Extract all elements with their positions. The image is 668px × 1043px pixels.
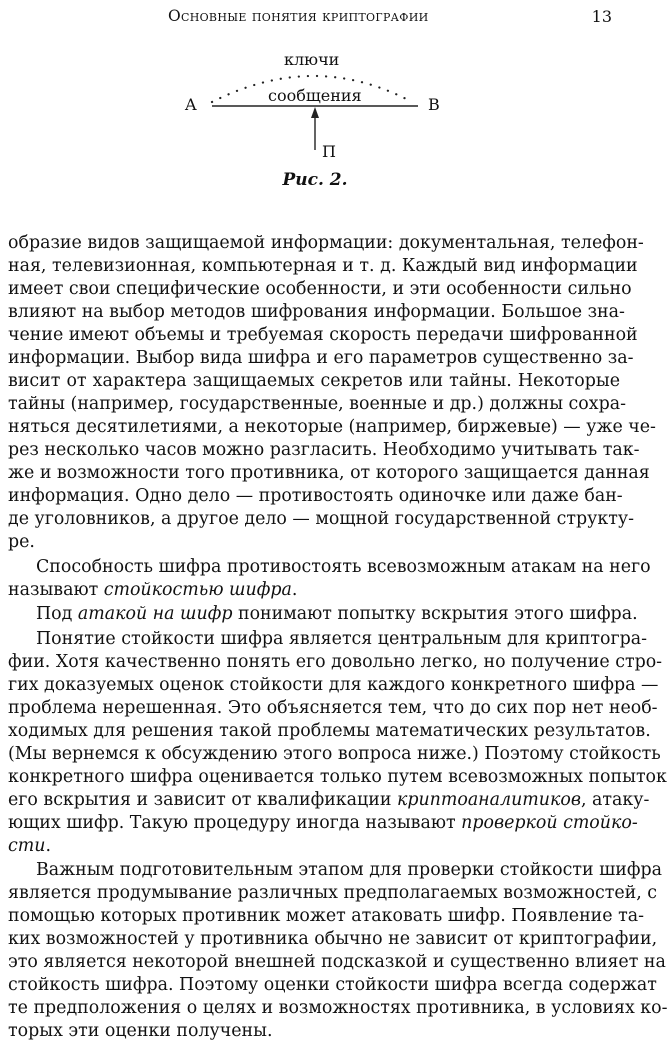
node-b-label: B [428, 95, 440, 114]
text-line: имеет свои специфические особенности, и эти особенности сильно [8, 279, 632, 299]
text-run: Под [36, 604, 78, 624]
text-line: конкретного шифра оценивается только путем всевозможных попыток [8, 766, 667, 787]
text-run: . [291, 579, 298, 600]
text-line: является продумывание различных предполагаемых возможностей, с [8, 883, 657, 903]
text-line: Важным подготовительным этапом для проверки стойкости шифра [36, 860, 662, 880]
term-strength-check-end: сти [8, 835, 46, 856]
text-line [8, 789, 650, 812]
text-line: няться десятилетиями, а некоторые (например, биржевые) — уже че- [8, 417, 656, 437]
paragraph-3 [8, 603, 638, 626]
text-run: . [45, 835, 51, 856]
term-cryptanalysts: криптоаналитиков [396, 789, 581, 810]
text-run: , атаку- [580, 789, 650, 810]
text-run: ющих шифр. Такую процедуру иногда называют [8, 812, 462, 833]
paragraph-5 [8, 859, 668, 1043]
text-line [8, 835, 620, 858]
body-text [8, 232, 668, 1043]
text-line: информации. Выбор вида шифра и его параметров существенно за- [8, 348, 634, 368]
running-header [0, 7, 630, 29]
text-line: гих доказуемых оценок стойкости для каждого конкретного шифра — [8, 674, 659, 695]
text-line: (Мы вернемся к обсуждению этого вопроса ниже.) Поэтому стойкость [8, 743, 661, 764]
text-line: это является некоторой внешней подсказкой и существенно влияет на [8, 952, 666, 972]
paragraph-4 [8, 628, 667, 858]
figure-2 [0, 30, 630, 200]
term-cipher-attack: атакой на шифр [77, 604, 233, 624]
text-run: его вскрытия и зависит от квалификации [8, 789, 397, 810]
figure-caption: Рис. 2. [282, 170, 348, 190]
text-line: фии. Хотя качественно понять его довольно легко, но получение стро- [8, 651, 663, 672]
adversary-label: П [322, 142, 336, 161]
text-line: же и возможности того противника, от которого защищается данная [8, 463, 650, 483]
text-line: чение имеют объемы и требуемая скорость передачи шифрованной [8, 325, 638, 345]
text-line: Понятие стойкости шифра является центральным для криптогра- [36, 628, 648, 649]
text-line: ная, телевизионная, компьютерная и т. д. Каждый вид информации [8, 256, 638, 276]
node-a-label: A [185, 95, 197, 114]
text-line [8, 812, 638, 835]
messages-label: сообщения [268, 86, 362, 105]
text-line [8, 603, 638, 626]
term-strength-check: проверкой стойко- [461, 812, 638, 833]
text-line: помощью которых противник может атаковать шифр. Появление та- [8, 906, 644, 926]
running-title: Основные понятия криптографии [168, 7, 429, 25]
text-line: образие видов защищаемой информации: документальная, телефон- [8, 233, 644, 253]
paragraph-2 [8, 556, 651, 602]
text-line: информация. Одно дело — противостоять одиночке или даже бан- [8, 486, 623, 506]
text-line: ре. [8, 532, 35, 552]
text-line: те предположения о целях и возможностях противника, в условиях ко- [8, 998, 668, 1018]
arrow-head [311, 107, 319, 118]
text-line: висит от характера защищаемых секретов или тайны. Некоторые [8, 371, 620, 391]
paragraph-1 [8, 232, 656, 554]
page-number: 13 [591, 7, 612, 26]
text-line: тайны (например, государственные, военные и др.) должны сохра- [8, 394, 626, 414]
text-line: торых эти оценки получены. [8, 1021, 273, 1041]
text-run: называют [8, 579, 104, 600]
term-cipher-strength: стойкостью шифра [103, 579, 292, 600]
text-line: рез несколько часов можно разгласить. Необходимо учитывать так- [8, 440, 640, 460]
text-line: проблема нерешенная. Это объясняется тем, что до сих пор нет необ- [8, 697, 658, 718]
text-line: влияют на выбор методов шифрования информации. Большое зна- [8, 302, 625, 322]
text-line: Способность шифра противостоять всевозможным атакам на него [36, 556, 651, 577]
text-line [8, 579, 620, 602]
text-run: понимают попытку вскрытия этого шифра. [232, 604, 638, 624]
text-line: ких возможностей у противника обычно не зависит от криптографии, [8, 929, 658, 949]
text-line: стойкость шифра. Поэтому оценки стойкости шифра всегда содержат [8, 975, 657, 995]
text-line: ходимых для решения такой проблемы математических результатов. [8, 720, 651, 741]
keys-label: ключи [284, 50, 340, 69]
text-line: де уголовников, а другое дело — мощной государственной структу- [8, 509, 634, 529]
